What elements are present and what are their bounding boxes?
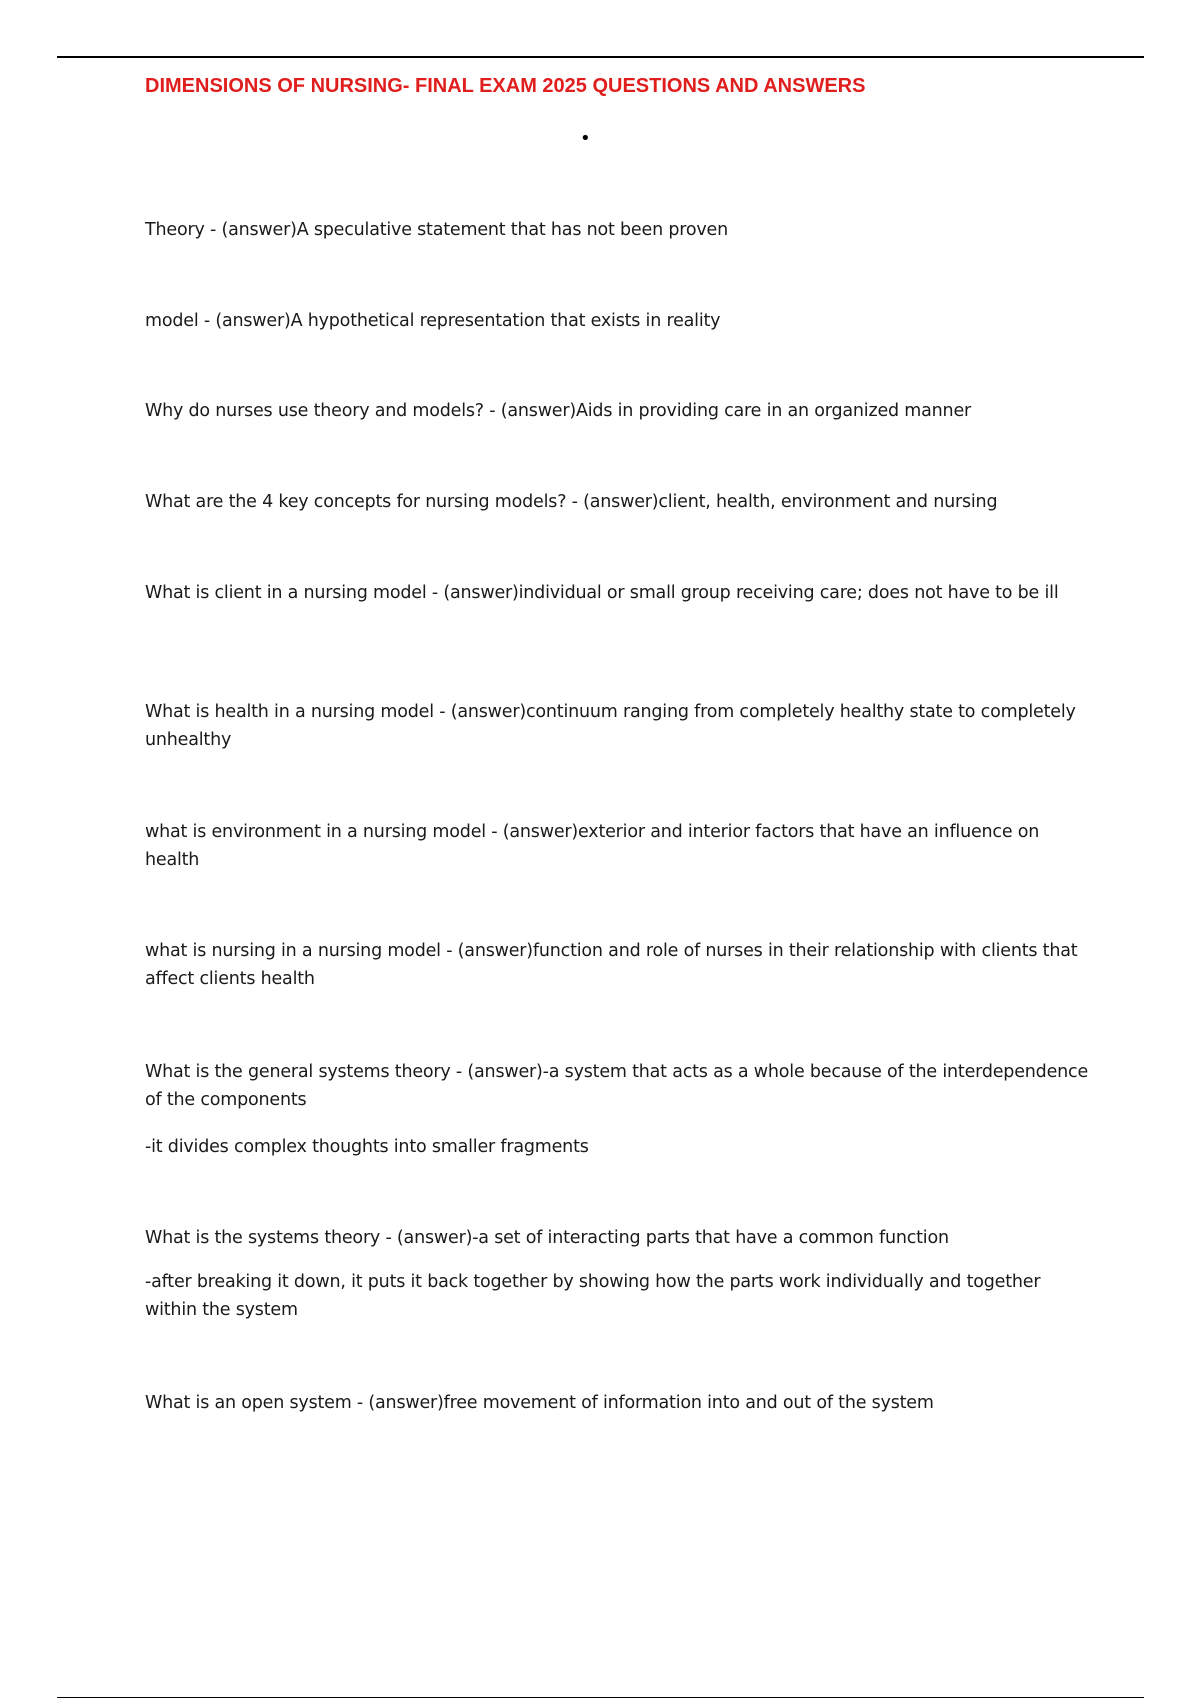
qa-systems-theory: What is the systems theory - (answer)-a set of interacting parts that have a common function [145,1228,949,1248]
qa-environment: what is environment in a nursing model - (answer)exterior and interior factors that have an influence on health [145,822,1040,870]
document-title: DIMENSIONS OF NURSING- FINAL EXAM 2025 QUESTIONS AND ANSWERS [145,75,866,97]
qa-model: model - (answer)A hypothetical representation that exists in reality [145,311,721,331]
qa-four-key-concepts: What are the 4 key concepts for nursing models? - (answer)client, health, environment and nursing [145,492,998,512]
bottom-rule [57,1697,1144,1698]
qa-theory: Theory - (answer)A speculative statement that has not been proven [145,220,728,240]
qa-open-system: What is an open system - (answer)free movement of information into and out of the system [145,1393,934,1413]
qa-health: What is health in a nursing model - (answer)continuum ranging from completely healthy state to completely unhealthy [145,702,1076,750]
qa-general-systems-theory: What is the general systems theory - (answer)-a system that acts as a whole because of the interdependence of the components [145,1062,1089,1110]
qa-general-systems-theory-note: -it divides complex thoughts into smaller fragments [145,1137,589,1157]
qa-systems-theory-note: -after breaking it down, it puts it back together by showing how the parts work individually and together within the system [145,1272,1041,1320]
qa-why-theory-models: Why do nurses use theory and models? - (answer)Aids in providing care in an organized manner [145,401,972,421]
qa-nursing: what is nursing in a nursing model - (answer)function and role of nurses in their relationship with clients that affect clients health [145,941,1078,989]
bullet-marker: • [580,128,591,149]
top-rule [57,56,1144,58]
qa-client: What is client in a nursing model - (answer)individual or small group receiving care; does not have to be ill [145,583,1059,603]
